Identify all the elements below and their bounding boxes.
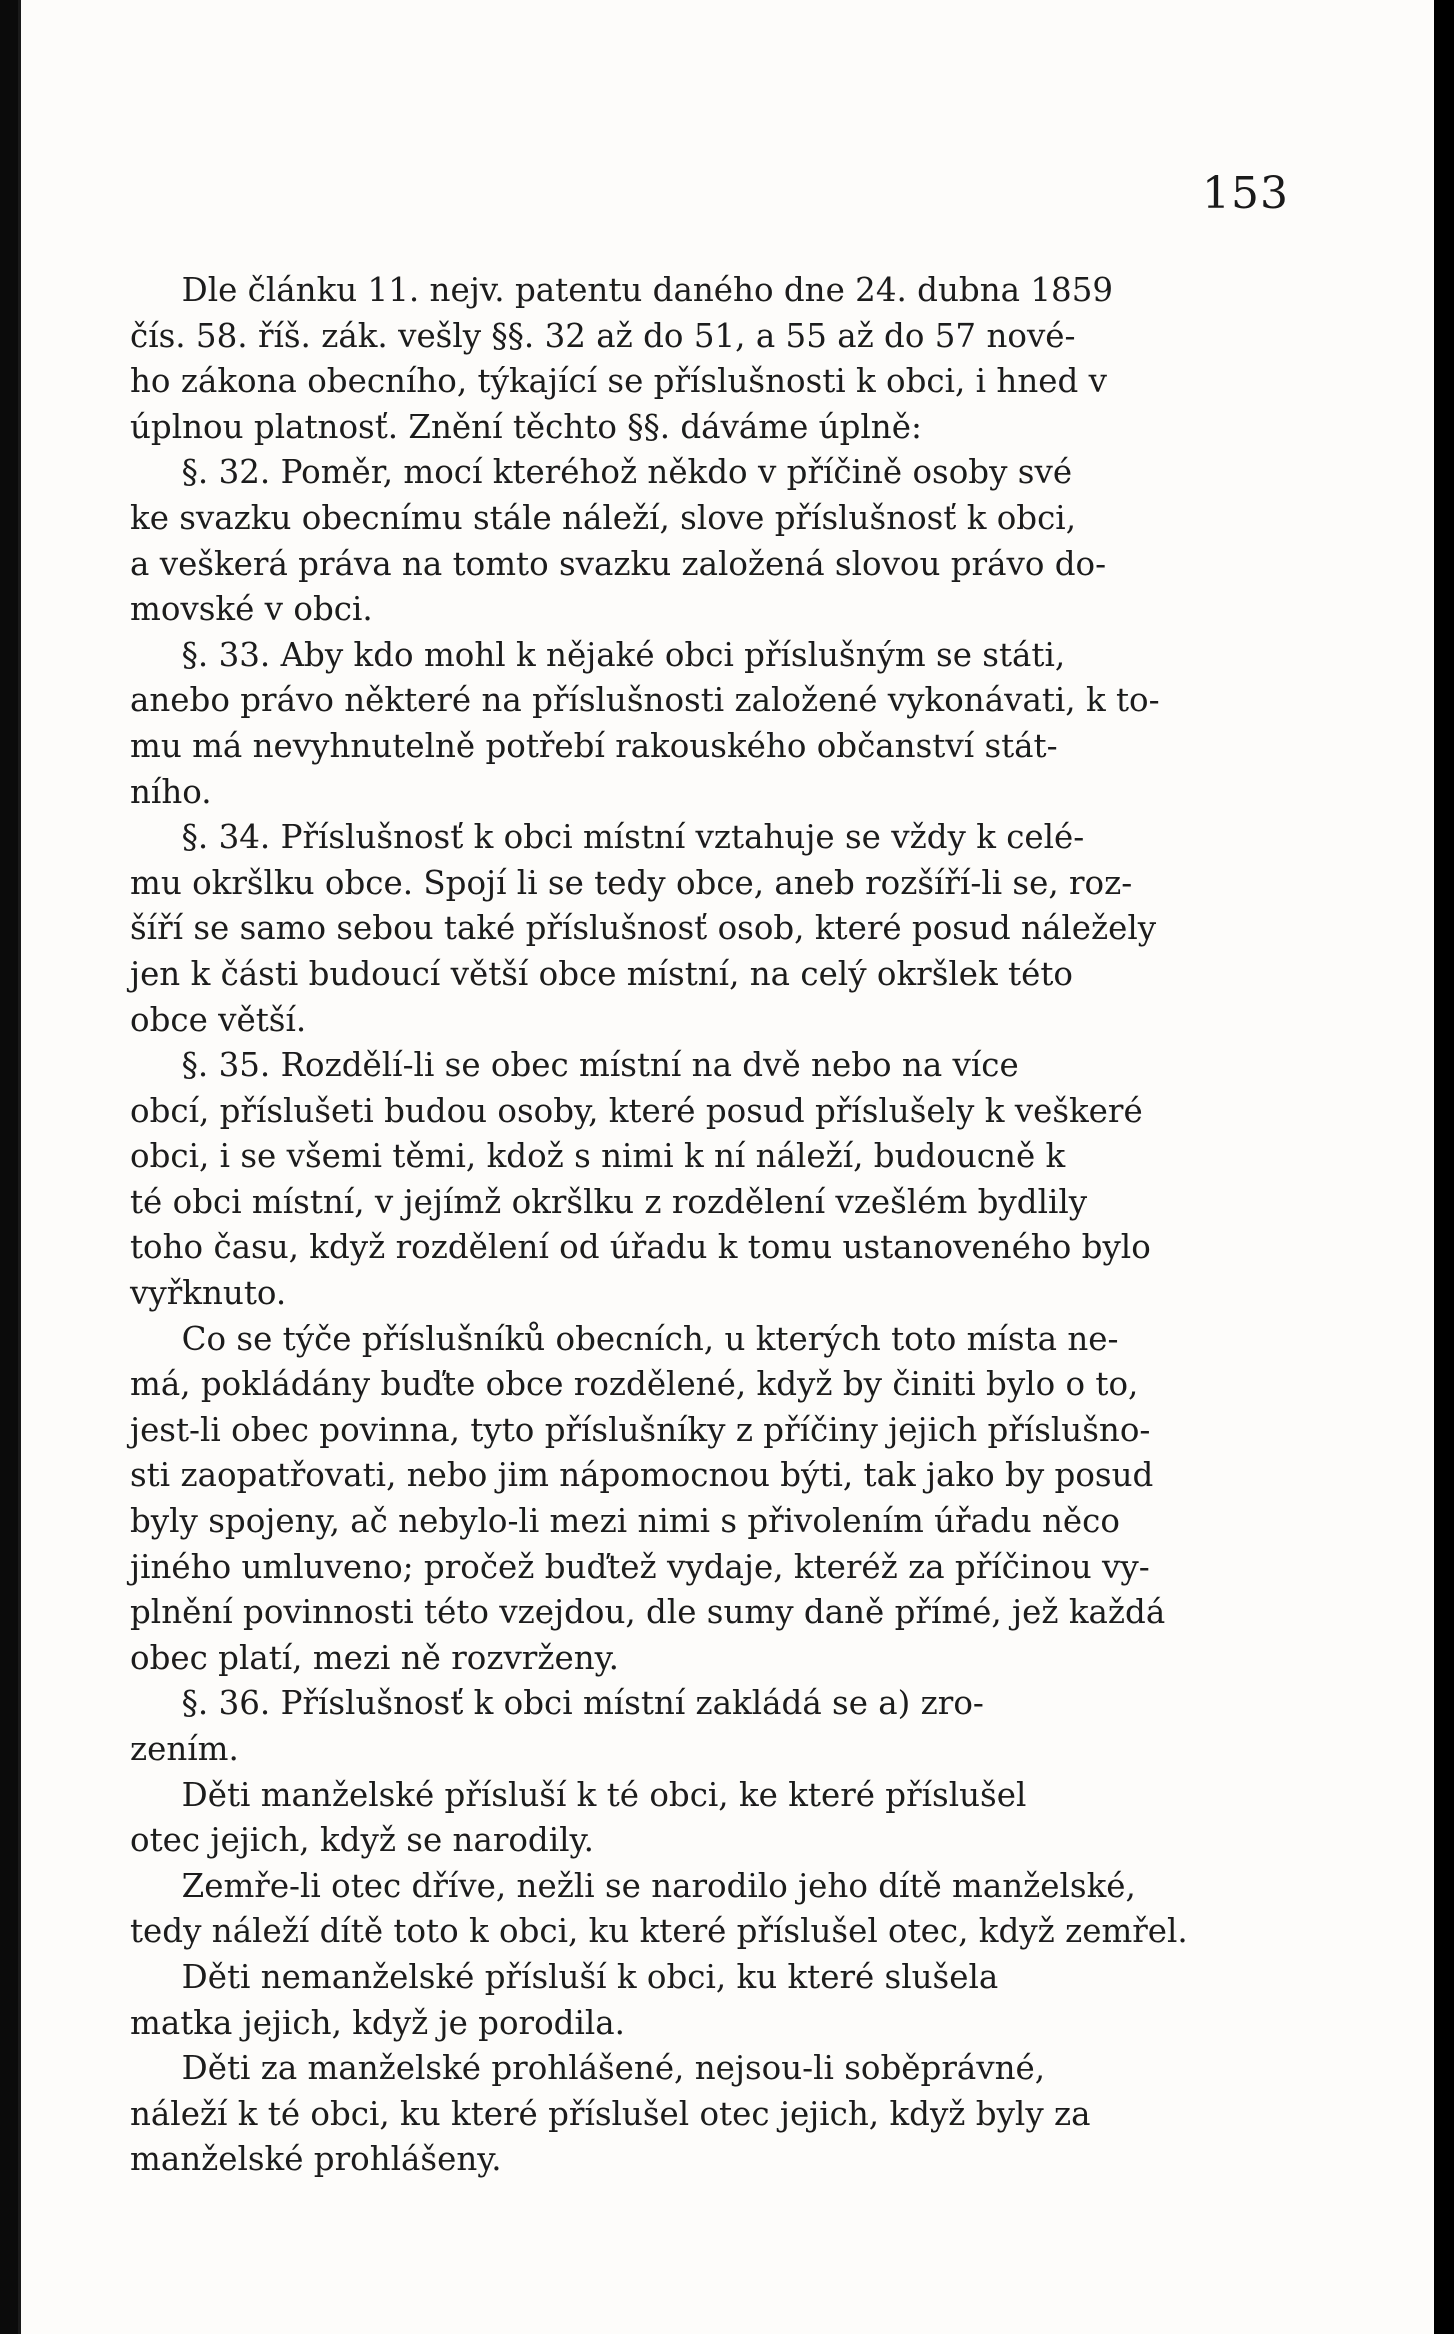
text-line: manželské prohlášeny. <box>130 2140 502 2179</box>
text-line: šíří se samo sebou také příslušnosť osob, které posud náležely <box>130 909 1157 948</box>
text-line: jen k části budoucí větší obce místní, na celý okršlek této <box>130 954 1073 993</box>
text-line: Dle článku 11. nejv. patentu daného dne 24. dubna 1859 <box>130 271 1114 309</box>
text-line: sti zaopatřovati, nebo jim nápomocnou býti, tak jako by posud <box>130 1456 1154 1495</box>
text-line: tedy náleží dítě toto k obci, ku které příslušel otec, když zemřel. <box>130 1912 1188 1951</box>
body-text <box>130 268 1306 2183</box>
text-line: obcí, příslušeti budou osoby, které posud příslušely k veškeré <box>130 1091 1143 1130</box>
text-line: movské v obci. <box>130 590 373 629</box>
text-line: Děti za manželské prohlášené, nejsou-li soběprávné, <box>130 2049 1046 2088</box>
text-line: té obci místní, v jejímž okršlku z rozdělení vzešlém bydlily <box>130 1182 1088 1221</box>
text-line: Co se týče příslušníků obecních, u kterých toto místa ne- <box>130 1319 1119 1358</box>
paragraph-section-34: §. 34. Příslušnosť k obci místní vztahuje se vždy k celé- <box>130 818 1085 857</box>
paragraph-section-32: §. 32. Poměr, mocí kteréhož někdo v příčině osoby své <box>130 453 1073 492</box>
text-line: byly spojeny, ač nebylo-li mezi nimi s přivolením úřadu něco <box>130 1502 1120 1541</box>
text-line: zením. <box>130 1730 239 1768</box>
scan-left-edge <box>0 0 18 2334</box>
book-page <box>18 0 1434 2334</box>
text-line: náleží k té obci, ku které příslušel otec jejich, když byly za <box>130 2094 1091 2133</box>
page-number: 153 <box>1202 168 1289 219</box>
text-line: úplnou platnosť. Znění těchto §§. dáváme úplně: <box>130 407 922 446</box>
paragraph-section-35: §. 35. Rozdělí-li se obec místní na dvě nebo na více <box>130 1046 1019 1085</box>
text-line: čís. 58. říš. zák. vešly §§. 32 až do 51, a 55 až do 57 nové- <box>130 316 1076 355</box>
paragraph-section-36: §. 36. Příslušnosť k obci místní zakládá se a) zro- <box>130 1684 984 1723</box>
text-line: ke svazku obecnímu stále náleží, slove příslušnosť k obci, <box>130 498 1077 537</box>
text-line: ho zákona obecního, týkající se příslušnosti k obci, i hned v <box>130 362 1107 401</box>
text-line: jest-li obec povinna, tyto příslušníky z příčiny jejich příslušno- <box>130 1410 1151 1449</box>
text-line: plnění povinnosti této vzejdou, dle sumy daně přímé, jež každá <box>130 1593 1166 1632</box>
text-line: obci, i se všemi těmi, kdož s nimi k ní náleží, budoucně k <box>130 1137 1066 1176</box>
paragraph-section-33: §. 33. Aby kdo mohl k nějaké obci příslušným se státi, <box>130 635 1066 674</box>
text-line: a veškerá práva na tomto svazku založená slovou právo do- <box>130 544 1107 583</box>
text-line: mu okršlku obce. Spojí li se tedy obce, aneb rozšíří-li se, roz- <box>130 863 1133 902</box>
text-line: otec jejich, když se narodily. <box>130 1821 594 1860</box>
text-line: mu má nevyhnutelně potřebí rakouského občanství stát- <box>130 726 1058 765</box>
text-line: matka jejich, když je porodila. <box>130 2003 625 2042</box>
text-line: Děti manželské přísluší k té obci, ke které příslušel <box>130 1775 1027 1814</box>
text-line: jiného umluveno; pročež buďtež vydaje, kteréž za příčinou vy- <box>130 1547 1150 1586</box>
text-line: ního. <box>130 772 212 811</box>
text-line: má, pokládány buďte obce rozdělené, když by činiti bylo o to, <box>130 1365 1139 1404</box>
text-line: vyřknuto. <box>130 1274 287 1313</box>
text-line: Děti nemanželské přísluší k obci, ku které slušela <box>130 1957 999 1996</box>
text-line: toho času, když rozdělení od úřadu k tomu ustanoveného bylo <box>130 1228 1151 1267</box>
text-line: obce větší. <box>130 1000 307 1039</box>
text-line: Zemře-li otec dříve, nežli se narodilo jeho dítě manželské, <box>130 1866 1136 1905</box>
text-line: anebo právo některé na příslušnosti založené vykonávati, k to- <box>130 681 1160 720</box>
text-line: obec platí, mezi ně rozvrženy. <box>130 1638 620 1677</box>
